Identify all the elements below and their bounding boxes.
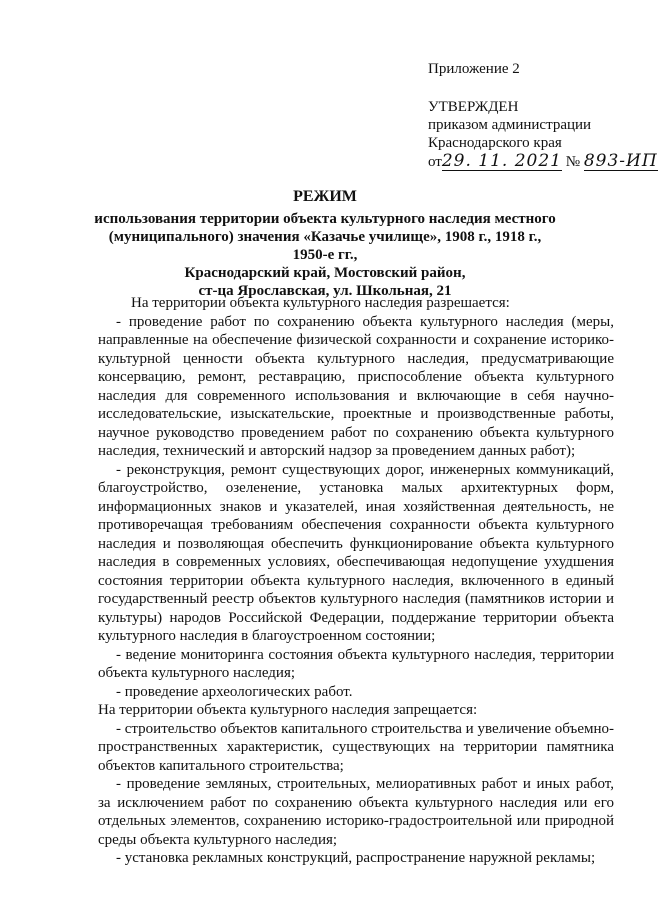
handwritten-number: 893-ИП <box>583 151 658 171</box>
document-body <box>98 294 614 868</box>
approved-by-line2: Краснодарского края <box>428 135 562 151</box>
title-line2: (муниципального) значения «Казачье училище», 1908 г., 1918 г., 1950-е гг., <box>108 229 542 263</box>
order-date-number <box>428 152 658 171</box>
date-prefix: от <box>428 154 442 170</box>
forbidden-heading: На территории объекта культурного наследия запрещается: <box>98 702 478 718</box>
allowed-item-2: - реконструкция, ремонт существующих дорог, инженерных коммуникаций, благоустройство, озеленение, установка малых архитектурных форм, информационных знаков и указателей, иная хозяйственная деятельность, не противоречащая требованиям обеспечения сохранности объекта культурного наследия и позволяющая обеспечить функционирование объекта культурного наследия в современных условиях, обеспечивающая недопущение ухудшения состояния территории объекта культурного наследия, включенного в единый государственный реестр объектов культурного наследия (памятников истории и культуры) народов Российской Федерации, поддержание территории объекта культурного наследия в благоустроенном состоянии; <box>98 461 614 644</box>
title-line3: Краснодарский край, Мостовский район, <box>184 265 466 281</box>
title-main: РЕЖИМ <box>293 188 357 205</box>
appendix-label: Приложение 2 <box>428 61 520 77</box>
allowed-item-3: - ведение мониторинга состояния объекта культурного наследия, территории объекта культурного наследия; <box>98 646 614 681</box>
title-line4: ст-ца Ярославская, ул. Школьная, 21 <box>198 283 452 299</box>
approved-by-line1: приказом администрации <box>428 117 592 133</box>
handwritten-date: 29. 11. 2021 <box>441 151 563 171</box>
approval-stamp <box>428 60 658 171</box>
title-line1: использования территории объекта культурного наследия местного <box>94 211 556 227</box>
allowed-item-1: - проведение работ по сохранению объекта культурного наследия (меры, направленные на обеспечение физической сохранности и сохранение историко-культурной ценности объекта культурного наследия, предусматривающие консервацию, ремонт, реставрацию, приспособление объекта культурного наследия для современного использования и включающие в себя научно-исследовательские, изыскательские, проектные и производственные работы, научное руководство проведением работ по сохранению объекта культурного наследия, технический и авторский надзор за проведением данных работ); <box>98 313 614 459</box>
approved-label: УТВЕРЖДЕН <box>428 99 519 115</box>
document-title <box>90 188 560 300</box>
number-prefix: № <box>565 154 581 170</box>
allowed-heading: На территории объекта культурного наследия разрешается: <box>131 295 510 311</box>
forbidden-item-1: - строительство объектов капитального строительства и увеличение объемно-пространственных характеристик, существующих на территории памятника объектов капитального строительства; <box>98 720 614 774</box>
forbidden-item-2: - проведение земляных, строительных, мелиоративных работ и иных работ, за исключением работ по сохранению объекта культурного наследия или его отдельных элементов, сохранению историко-градостроительной или природной среды объекта культурного наследия; <box>98 776 614 848</box>
allowed-item-4: - проведение археологических работ. <box>116 683 353 700</box>
forbidden-item-3: - установка рекламных конструкций, распространение наружной рекламы; <box>116 850 596 866</box>
